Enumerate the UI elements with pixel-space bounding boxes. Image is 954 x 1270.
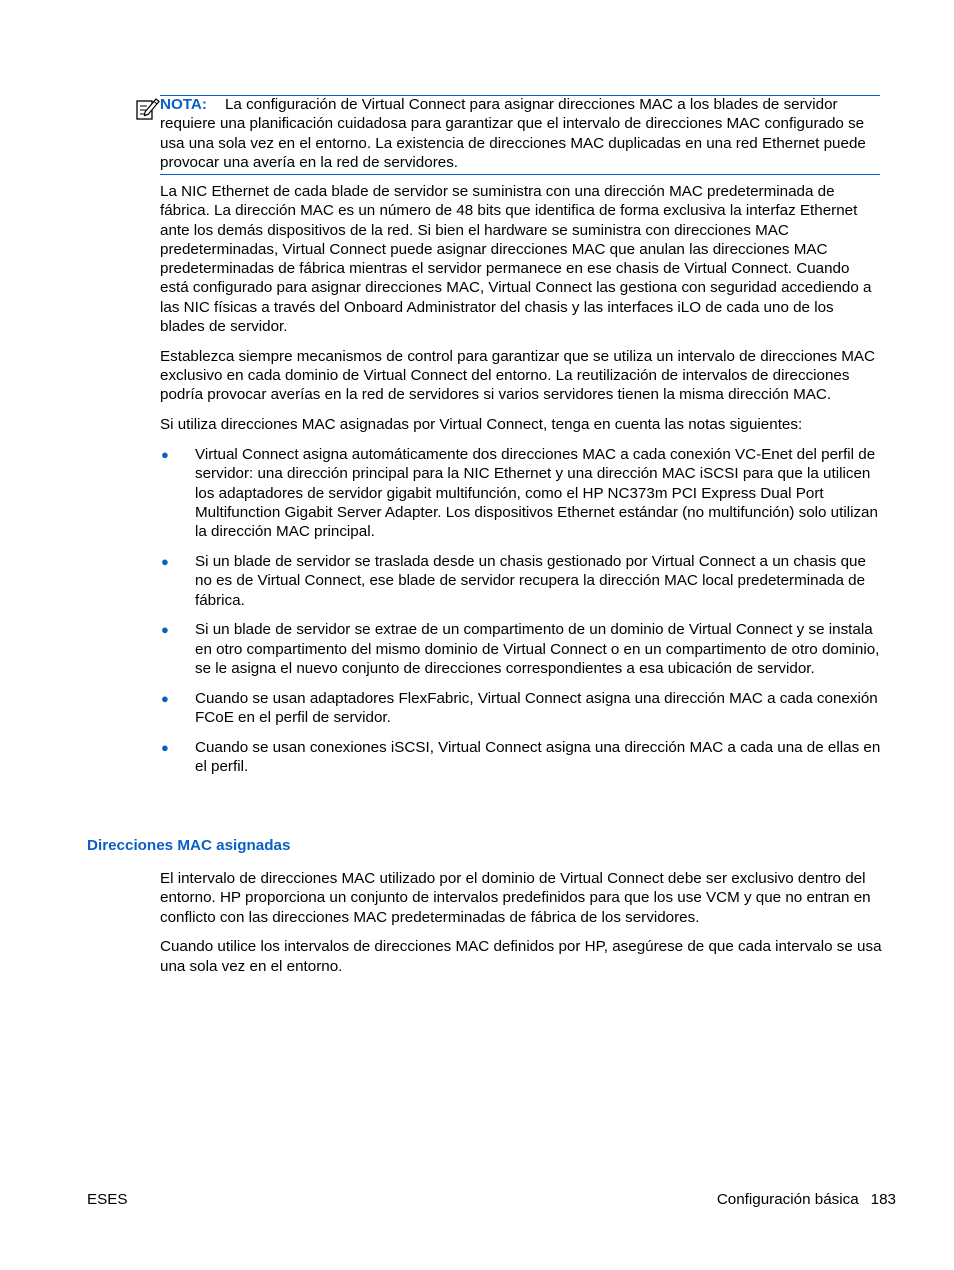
list-item-text: Si un blade de servidor se extrae de un compartimento de un dominio de Virtual Connect y se instala en otro compartimento del mismo dominio de Virtual Connect o en un compartimento de otro dominio, se le asigna el nuevo conjunto de direcciones correspondientes a esa ubicación de servidor. (195, 621, 880, 678)
list-item-text: Si un blade de servidor se traslada desde un chasis gestionado por Virtual Connect a un chasis que no es de Virtual Connect, ese blade de servidor recupera la dirección MAC local predeterminada de fábrica. (195, 553, 866, 609)
list-item (160, 738, 882, 777)
bullet-icon: ● (161, 447, 169, 463)
list-item (160, 620, 882, 678)
section-content (160, 869, 882, 986)
note-pencil-icon (134, 95, 160, 121)
list-item (160, 689, 882, 728)
main-content (160, 182, 882, 787)
footer-page-info (717, 1191, 896, 1208)
list-item-text: Cuando se usan conexiones iSCSI, Virtual Connect asigna una dirección MAC a cada una de ellas en el perfil. (195, 738, 881, 776)
section-heading: Direcciones MAC asignadas (87, 837, 291, 854)
paragraph-notes-intro: Si utiliza direcciones MAC asignadas por Virtual Connect, tenga en cuenta las notas siguientes: (160, 416, 803, 434)
list-item (160, 445, 882, 541)
paragraph-hp-ranges: Cuando utilice los intervalos de direcciones MAC definidos por HP, asegúrese de que cada intervalo se usa una sola vez en el entorno. (160, 938, 882, 975)
bullet-icon: ● (161, 739, 169, 755)
note-label: NOTA: (160, 96, 207, 113)
bullet-icon: ● (161, 554, 169, 570)
note-bottom-rule (160, 174, 880, 175)
footer-locale: ESES (87, 1191, 128, 1208)
paragraph-nic-mac: La NIC Ethernet de cada blade de servidor se suministra con una dirección MAC predeterminada de fábrica. La dirección MAC es un número de 48 bits que identifica de forma exclusiva la interfaz Ethernet ante los demás dispositivos de la red. Si bien el hardware se suministra con direcciones MAC predeterminadas, Virtual Connect puede asignar direcciones MAC que anulan las direcciones MAC predeterminadas de fábrica mientras el servidor permanece en ese chasis de Virtual Connect. Cuando está configurado para asignar direcciones MAC, Virtual Connect las gestiona con seguridad accediendo a las NIC físicas a través del Onboard Administrator del chasis y las interfaces iLO de cada uno de los blades de servidor. (160, 183, 872, 336)
page-number: 183 (870, 1191, 896, 1208)
paragraph-mac-range: El intervalo de direcciones MAC utilizado por el dominio de Virtual Connect debe ser exclusivo dentro del entorno. HP proporciona un conjunto de intervalos predefinidos para que los use VCM y que no entran en conflicto con las direcciones MAC predeterminadas de fábrica de los servidores. (160, 870, 871, 926)
list-item (160, 552, 882, 610)
bullet-icon: ● (161, 622, 169, 638)
paragraph-control-mechanisms: Establezca siempre mecanismos de control para garantizar que se utiliza un intervalo de direcciones MAC exclusivo en cada dominio de Virtual Connect del entorno. La reutilización de intervalos de direcciones podría provocar averías en la red de servidores si varios servidores tienen la misma dirección MAC. (160, 347, 876, 404)
note-body: La configuración de Virtual Connect para asignar direcciones MAC a los blades de servidor requiere una planificación cuidadosa para garantizar que el intervalo de direcciones MAC configurado se usa una sola vez en el entorno. La existencia de direcciones MAC duplicadas en una red Ethernet puede provocar una avería en la red de servidores. (160, 96, 866, 171)
bullet-icon: ● (161, 690, 169, 706)
list-item-text: Virtual Connect asigna automáticamente dos direcciones MAC a cada conexión VC-Enet del perfil de servidor: una dirección principal para la NIC Ethernet y una dirección MAC iSCSI para que la utilicen los adaptadores de servidor gigabit multifunción, como el HP NC373m PCI Express Dual Port Multifunction Gigabit Server Adapter. Los dispositivos Ethernet estándar (no multifunción) solo utilizan la dirección MAC principal. (195, 446, 878, 541)
notes-list (160, 445, 882, 776)
list-item-text: Cuando se usan adaptadores FlexFabric, Virtual Connect asigna una dirección MAC a cada conexión FCoE en el perfil de servidor. (195, 689, 878, 727)
note-text-block (160, 95, 882, 172)
footer-section-title: Configuración básica (716, 1191, 859, 1208)
